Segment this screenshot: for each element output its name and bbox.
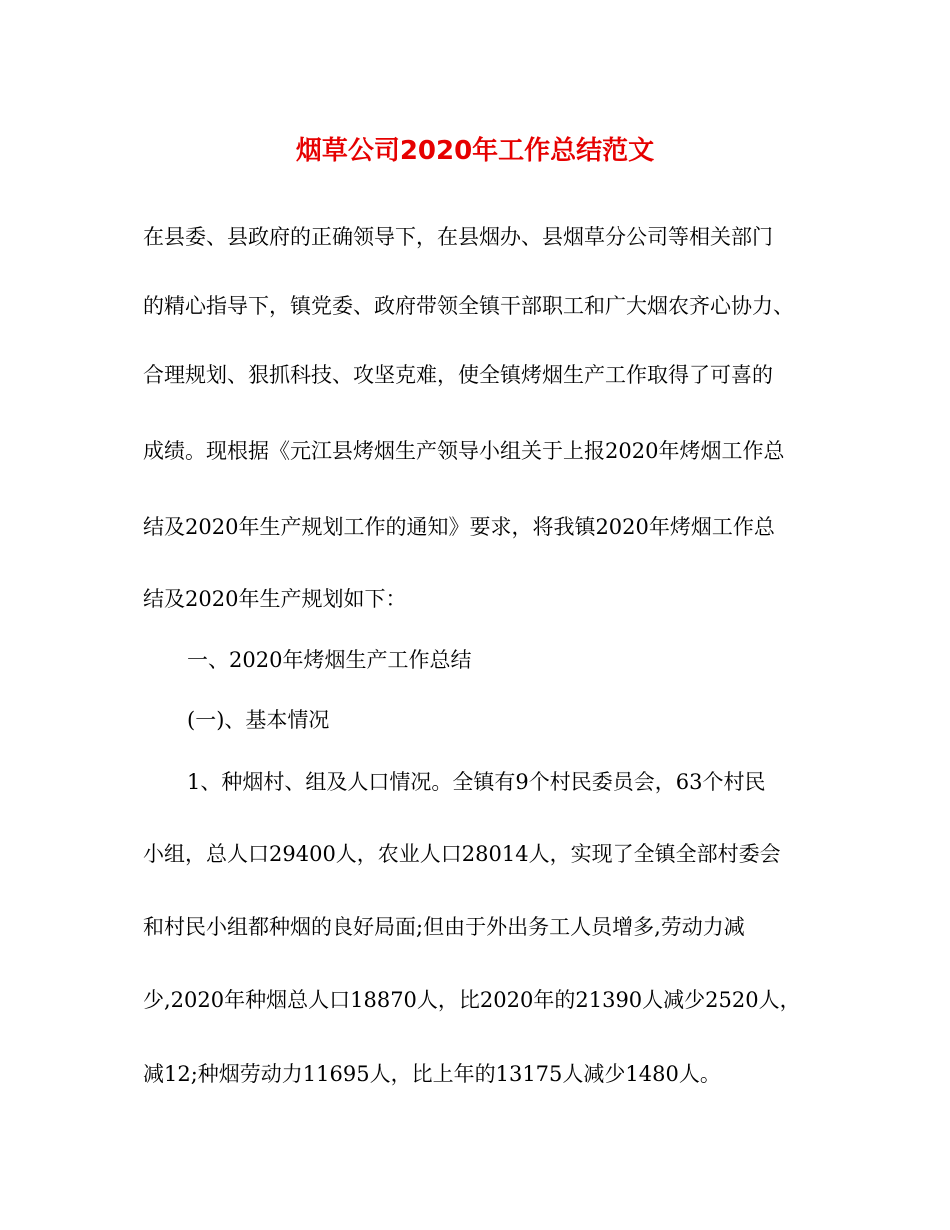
paragraph-1-line-5: 结及2020年生产规划工作的通知》要求，将我镇2020年烤烟工作总 bbox=[143, 515, 775, 539]
paragraph-1-line-6: 结及2020年生产规划如下： bbox=[143, 587, 407, 611]
section-heading-2: (一)、基本情况 bbox=[187, 708, 330, 732]
paragraph-1-line-4: 成绩。现根据《元江县烤烟生产领导小组关于上报2020年烤烟工作总 bbox=[143, 439, 785, 463]
paragraph-1-line-3: 合理规划、狠抓科技、攻坚克难，使全镇烤烟生产工作取得了可喜的 bbox=[143, 363, 773, 387]
section-heading-1: 一、2020年烤烟生产工作总结 bbox=[187, 648, 472, 672]
paragraph-2-line-4: 少,2020年种烟总人口18870人，比2020年的21390人减少2520人， bbox=[143, 988, 801, 1012]
paragraph-2-line-1: 1、种烟村、组及人口情况。全镇有9个村民委员会，63个村民 bbox=[187, 770, 766, 794]
paragraph-2-line-2: 小组，总人口29400人，农业人口28014人，实现了全镇全部村委会 bbox=[143, 842, 781, 866]
document-title: 烟草公司2020年工作总结范文 bbox=[295, 136, 655, 166]
paragraph-1-line-2: 的精心指导下，镇党委、政府带领全镇干部职工和广大烟农齐心协力、 bbox=[143, 294, 794, 318]
paragraph-1-line-1: 在县委、县政府的正确领导下，在县烟办、县烟草分公司等相关部门 bbox=[143, 225, 773, 249]
paragraph-2-line-5: 减12;种烟劳动力11695人，比上年的13175人减少1480人。 bbox=[143, 1062, 721, 1086]
paragraph-2-line-3: 和村民小组都种烟的良好局面;但由于外出务工人员增多,劳动力减 bbox=[143, 915, 745, 939]
